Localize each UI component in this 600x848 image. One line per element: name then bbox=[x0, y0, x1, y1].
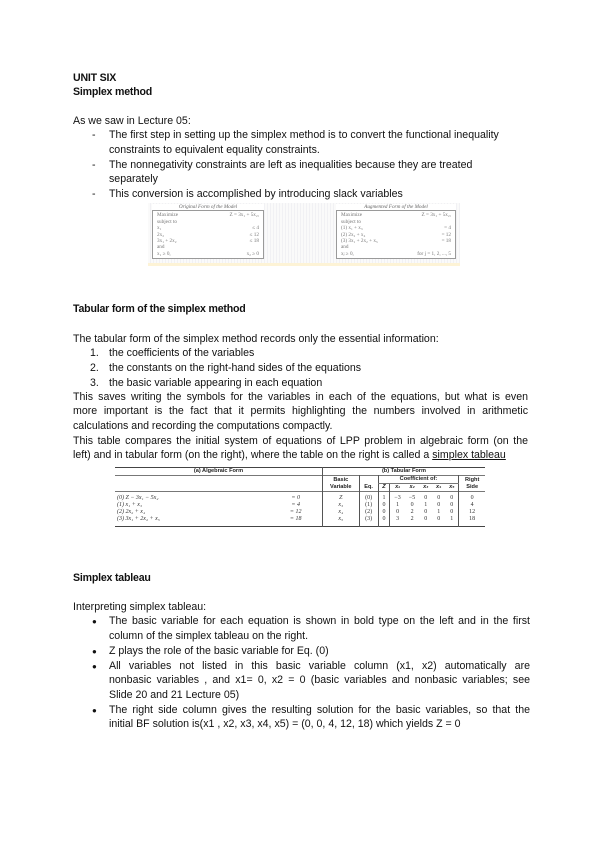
model-line-right: = 4 bbox=[444, 225, 451, 232]
section-title-simplex-method: Simplex method bbox=[73, 86, 153, 98]
model-line-right: = 12 bbox=[441, 231, 451, 238]
list-number: 2. bbox=[90, 362, 99, 374]
algebraic-equation: (2) 2x₂ + x₄ bbox=[117, 509, 146, 515]
coefficient-cell: 0 bbox=[378, 516, 390, 527]
bullet-text: The first step in setting up the simplex method is to convert the functional inequality bbox=[109, 129, 499, 141]
paragraph-line: calculations and recording the computations compactly. bbox=[73, 420, 333, 432]
bullet-text: All variables not listed in this basic variable column (x1, x2) automatically are bbox=[109, 659, 530, 672]
coef-column-header: Z bbox=[378, 484, 390, 492]
coef-column-header: x₁ bbox=[390, 484, 405, 492]
dash-marker: - bbox=[92, 129, 96, 141]
model-line-right: ≤ 4 bbox=[252, 225, 259, 232]
coefficient-cell: 0 bbox=[450, 495, 454, 501]
original-model-body bbox=[152, 210, 264, 259]
model-line-right: ≤ 12 bbox=[249, 231, 259, 238]
tableau-row bbox=[115, 492, 485, 503]
model-line-left: 3x₁ + 2x₂ bbox=[157, 238, 177, 245]
augmented-model-box bbox=[336, 204, 456, 259]
dash-marker: - bbox=[92, 188, 96, 200]
model-line bbox=[157, 251, 259, 257]
bullet-text: This conversion is accomplished by introducing slack variables bbox=[109, 188, 403, 200]
dash-marker: - bbox=[92, 159, 96, 171]
algebraic-rhs: = 0 bbox=[291, 495, 300, 501]
bullet-text: initial BF solution is(x1 , x2, x3, x4, x5) = (0, 0, 4, 12, 18) which yields Z = 0 bbox=[109, 718, 461, 730]
coefficient-cell: −5 bbox=[408, 495, 416, 501]
original-model-box bbox=[152, 204, 264, 259]
coefficient-cell: 2 bbox=[410, 509, 414, 515]
basic-variable-cell: x₄ bbox=[322, 509, 359, 516]
coefficient-cell: 0 bbox=[437, 495, 441, 501]
paragraph-text: left) and in tabular form (on the right), where the table on the right is called a bbox=[73, 449, 433, 461]
bullet-text: The basic variable for each equation is shown in bold type on the left and in the first bbox=[109, 615, 530, 627]
algebraic-rhs: = 4 bbox=[291, 502, 300, 508]
right-side-cell: 12 bbox=[459, 509, 485, 516]
coefficient-cell: 0 bbox=[410, 502, 414, 508]
bullet-text: The nonnegativity constraints are left as inequalities because they are treated bbox=[109, 159, 473, 171]
interpreting-intro: Interpreting simplex tableau: bbox=[73, 601, 207, 613]
model-line-left: subject to bbox=[157, 218, 178, 225]
algebraic-form-header: (a) Algebraic Form bbox=[193, 468, 244, 474]
list-number: 1. bbox=[90, 347, 99, 359]
basic-variable-cell: x₃ bbox=[322, 502, 359, 509]
model-line-left: and bbox=[157, 244, 165, 251]
eq-header: Eq. bbox=[359, 476, 378, 492]
coefficient-cell: 1 bbox=[437, 509, 441, 515]
basic-variable-header-2: Variable bbox=[330, 483, 352, 490]
paragraph-line: This saves writing the symbols for the variables in each of the equations, but what is even bbox=[73, 391, 528, 403]
coefficient-cell: 0 bbox=[450, 509, 454, 515]
eq-cell: (1) bbox=[359, 502, 378, 509]
coefficient-cell: 1 bbox=[378, 492, 390, 503]
eq-cell: (2) bbox=[359, 509, 378, 516]
bullet-text: Slide 20 and 21 Lecture 05) bbox=[109, 688, 240, 701]
unit-title: UNIT SIX bbox=[73, 72, 117, 84]
algebraic-equation: (1) x₁ + x₃ bbox=[117, 502, 143, 508]
model-line-left: (2) 2x₂ + x₄ bbox=[341, 231, 366, 238]
list-item-text: the constants on the right-hand sides of the equations bbox=[109, 362, 362, 374]
bullet-text: separately bbox=[109, 173, 158, 185]
eq-cell: (0) bbox=[359, 492, 378, 503]
bullet-icon: ● bbox=[92, 646, 97, 656]
basic-variable-cell: x₅ bbox=[322, 516, 359, 527]
coefficient-cell: 0 bbox=[378, 509, 390, 516]
coefficient-cell: 0 bbox=[390, 509, 405, 516]
model-line-left: Maximize bbox=[341, 212, 363, 219]
model-line-right: x₂ ≥ 0 bbox=[246, 250, 259, 257]
tableau-row bbox=[115, 502, 485, 509]
model-line-right: Z = 3x₁ + 5x₂, bbox=[421, 212, 451, 219]
coefficient-cell: −3 bbox=[390, 492, 405, 503]
model-line-right: = 18 bbox=[441, 238, 451, 245]
tabular-form-header: (b) Tabular Form bbox=[322, 468, 485, 476]
bullet-text: The right side column gives the resulting solution for the basic variables, so that the bbox=[109, 703, 530, 716]
algebraic-equation: (0) Z − 3x₁ − 5x₂ bbox=[117, 495, 159, 501]
tableau-row bbox=[115, 516, 485, 527]
coefficient-cell: 1 bbox=[390, 502, 405, 509]
paragraph-line: This table compares the initial system of equations of LPP problem in algebraic form (on the bbox=[73, 435, 528, 447]
coefficient-cell: 0 bbox=[424, 509, 428, 515]
bullet-icon: ● bbox=[92, 661, 97, 671]
basic-variable-header: Basic bbox=[333, 476, 349, 483]
simplex-tableau-link[interactable]: simplex tableau bbox=[432, 449, 506, 461]
list-item-text: the coefficients of the variables bbox=[109, 347, 255, 359]
bullet-text: Z plays the role of the basic variable for Eq. (0) bbox=[109, 644, 329, 657]
paragraph-line bbox=[73, 449, 506, 461]
algebraic-rhs: = 18 bbox=[289, 516, 302, 522]
coef-column-header: x₄ bbox=[436, 484, 442, 490]
coefficient-header: Coefficient of: bbox=[378, 476, 459, 484]
model-line-left: (3) 3x₁ + 2x₂ + x₅ bbox=[341, 238, 378, 245]
coefficient-cell: 0 bbox=[424, 495, 428, 501]
coefficient-cell: 2 bbox=[410, 516, 414, 522]
bullet-text: constraints to equivalent equality constraints. bbox=[109, 144, 320, 156]
coefficient-cell: 0 bbox=[450, 502, 454, 508]
bullet-text: column of the simplex tableau on the right. bbox=[109, 629, 309, 642]
section-title-simplex-tableau: Simplex tableau bbox=[73, 572, 151, 584]
right-side-header-2: Side bbox=[466, 483, 479, 490]
model-line-right: for j = 1, 2, ..., 5 bbox=[417, 250, 451, 257]
model-line-left: and bbox=[341, 244, 349, 251]
tabular-intro: The tabular form of the simplex method records only the essential information: bbox=[73, 333, 439, 345]
model-line-left: x₁ bbox=[157, 225, 162, 232]
image-border-strip bbox=[148, 263, 460, 266]
tableau-row bbox=[115, 509, 485, 516]
paragraph-line: more important is the fact that it permits highlighting the numbers involved in arithmetic bbox=[73, 405, 528, 417]
bullet-icon: ● bbox=[92, 617, 97, 626]
coefficient-cell: 0 bbox=[424, 516, 428, 522]
algebraic-equation: (3) 3x₁ + 2x₂ + x₅ bbox=[117, 516, 160, 522]
intro-text: As we saw in Lecture 05: bbox=[73, 115, 191, 127]
bullet-icon: ● bbox=[92, 705, 97, 715]
coefficient-cell: 0 bbox=[378, 502, 390, 509]
coef-column-header: x₃ bbox=[423, 484, 429, 490]
coefficient-cell: 0 bbox=[437, 502, 441, 508]
coefficient-cell: 3 bbox=[390, 516, 405, 527]
model-line-left: x₁ ≥ 0, bbox=[157, 250, 171, 257]
right-side-cell: 0 bbox=[459, 492, 485, 503]
list-item-text: the basic variable appearing in each equation bbox=[109, 377, 323, 389]
right-side-cell: 4 bbox=[459, 502, 485, 509]
section-title-tabular-form: Tabular form of the simplex method bbox=[73, 303, 246, 315]
right-side-cell: 18 bbox=[459, 516, 485, 527]
augmented-model-body bbox=[336, 210, 456, 259]
coefficient-cell: 1 bbox=[424, 502, 428, 508]
model-line-left: xⱼ ≥ 0, bbox=[341, 250, 354, 257]
eq-cell: (3) bbox=[359, 516, 378, 527]
simplex-tableau-image bbox=[115, 467, 485, 553]
model-line-left: Maximize bbox=[157, 212, 179, 219]
model-line-right: ≤ 18 bbox=[249, 238, 259, 245]
coef-column-header: x₅ bbox=[449, 484, 455, 490]
model-line-right: Z = 3x₁ + 5x₂, bbox=[229, 212, 259, 219]
model-line-left: (1) x₁ + x₃ bbox=[341, 225, 363, 232]
coef-column-header: x₂ bbox=[409, 484, 415, 490]
coefficient-cell: 0 bbox=[437, 516, 441, 522]
coefficient-cell: 1 bbox=[450, 516, 454, 522]
basic-variable-cell: Z bbox=[322, 492, 359, 503]
list-number: 3. bbox=[90, 377, 99, 389]
algebraic-rhs: = 12 bbox=[289, 509, 302, 515]
bullet-text: nonbasic variables , and x1= 0, x2 = 0 (basic variables and nonbasic variables; see bbox=[109, 674, 530, 686]
model-line-left: 2x₂ bbox=[157, 231, 164, 238]
right-side-header: Right bbox=[465, 476, 480, 483]
model-forms-image bbox=[148, 203, 460, 263]
model-line-left: subject to bbox=[341, 218, 362, 225]
model-line bbox=[341, 251, 451, 257]
augmented-model-caption: Augmented Form of the Model bbox=[364, 204, 428, 210]
original-model-caption: Original Form of the Model bbox=[178, 204, 238, 210]
